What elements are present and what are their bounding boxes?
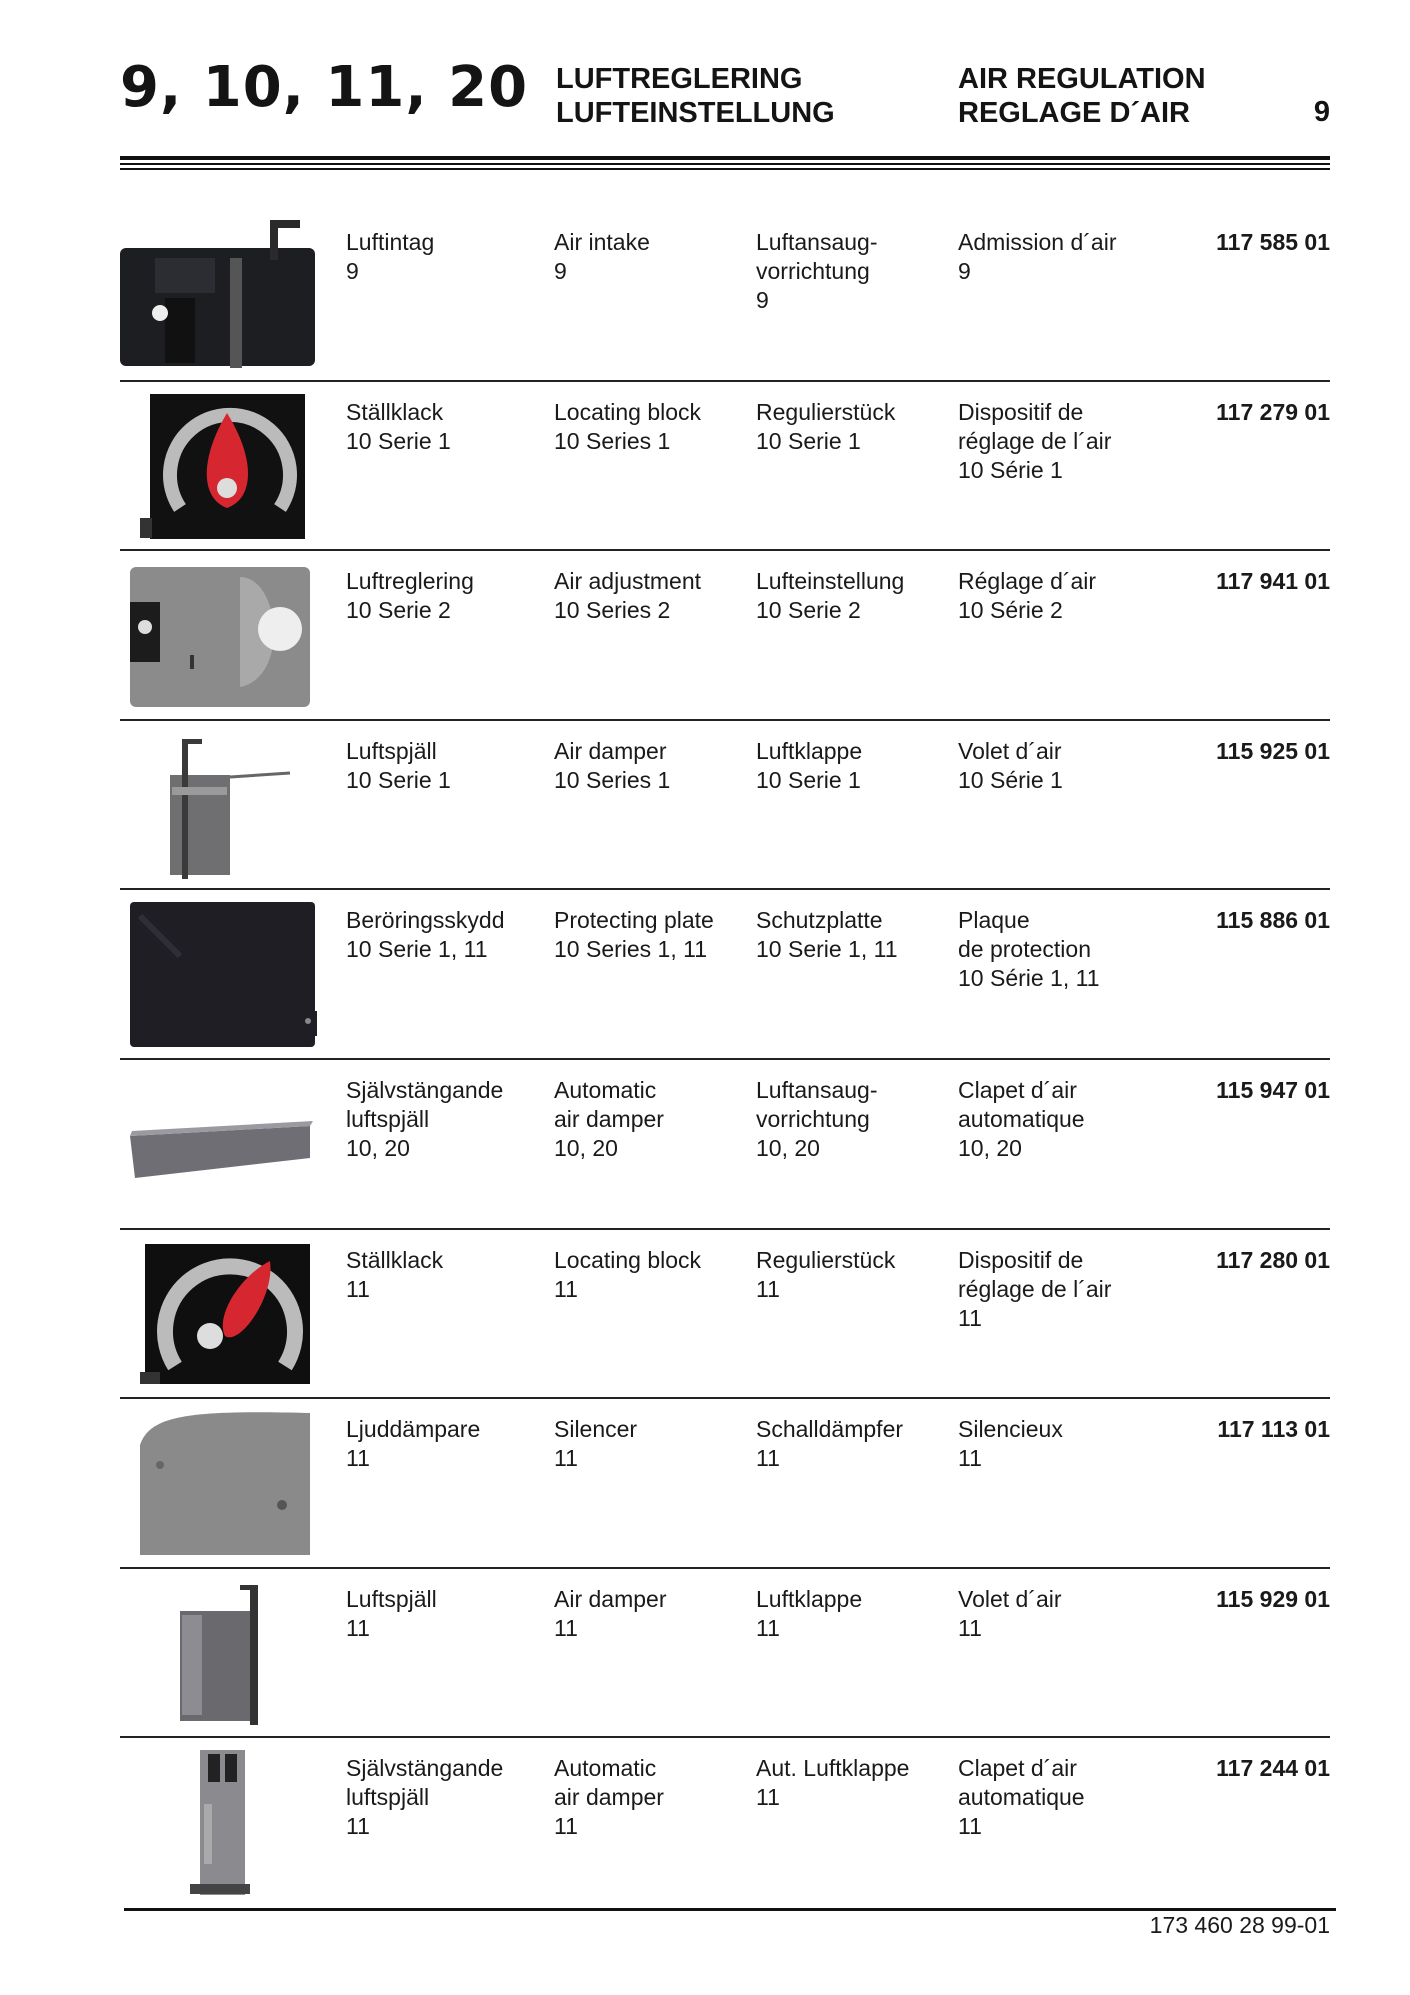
- english-name-line: 10 Series 1: [554, 766, 671, 793]
- row-divider: [120, 1058, 1330, 1060]
- english-name: [554, 906, 714, 964]
- swedish-name: [346, 398, 451, 456]
- german-name-line: Schalldämpfer: [756, 1416, 904, 1443]
- english-name: [554, 1754, 664, 1841]
- part-row: [120, 1397, 1330, 1565]
- locating-block-11-image: [120, 1236, 320, 1392]
- german-name: [756, 1754, 909, 1812]
- french-name-line: Clapet d´air: [958, 1077, 1077, 1103]
- german-name-line: Luftansaug-: [756, 1077, 878, 1103]
- french-name-line: 9: [958, 258, 971, 284]
- english-name-line: Air adjustment: [554, 568, 702, 595]
- part-row: [120, 888, 1330, 1056]
- header-en: AIR REGULATION: [958, 63, 1206, 95]
- row-divider: [120, 380, 1330, 382]
- english-name: [554, 737, 670, 795]
- french-name-line: Volet d´air: [958, 737, 1062, 764]
- french-name-line: Admission d´air: [958, 229, 1117, 255]
- german-name: [756, 1246, 895, 1304]
- swedish-name-line: Luftspjäll: [346, 737, 437, 764]
- english-name-line: Air damper: [554, 737, 667, 764]
- english-name-line: Automatic: [554, 1755, 657, 1782]
- english-name: [554, 1415, 637, 1473]
- english-name-line: 11: [554, 1445, 578, 1472]
- english-name-line: air damper: [554, 1106, 664, 1132]
- english-name-line: 10 Series 2: [554, 597, 671, 624]
- german-name-line: 10 Serie 1: [756, 766, 861, 793]
- swedish-name: [346, 1415, 480, 1473]
- part-number: 117 941 01: [1216, 568, 1330, 595]
- french-name-line: 10, 20: [958, 1135, 1022, 1161]
- french-name: [958, 228, 1117, 286]
- english-name-line: 11: [554, 1275, 578, 1302]
- german-name-line: Lufteinstellung: [756, 568, 905, 595]
- part-number: 115 886 01: [1216, 907, 1330, 934]
- french-name: [958, 567, 1096, 625]
- row-divider: [120, 1228, 1330, 1230]
- swedish-name-line: luftspjäll: [346, 1106, 430, 1132]
- footer-rule: [124, 1908, 1336, 1911]
- german-name-line: 9: [756, 287, 769, 313]
- part-row: [120, 380, 1330, 548]
- part-number: 115 925 01: [1216, 737, 1330, 764]
- part-row: [120, 549, 1330, 717]
- english-name-line: Air intake: [554, 229, 650, 255]
- swedish-name-line: 10 Serie 1, 11: [346, 936, 488, 963]
- header-rule: [120, 156, 1330, 173]
- swedish-name-line: 10 Serie 1: [346, 427, 451, 454]
- air-intake-image: [120, 218, 320, 374]
- english-name: [554, 1585, 666, 1643]
- english-name: [554, 1246, 701, 1304]
- row-divider: [120, 719, 1330, 721]
- part-number: 115 929 01: [1216, 1585, 1330, 1612]
- french-name-line: 11: [958, 1614, 982, 1641]
- french-name-line: 11: [958, 1304, 982, 1331]
- header-swedish-german: [556, 62, 835, 130]
- swedish-name-line: Ställklack: [346, 398, 444, 425]
- swedish-name-line: Självstängande: [346, 1077, 504, 1103]
- protecting-plate-image: [120, 896, 320, 1052]
- part-number: 117 585 01: [1216, 229, 1330, 255]
- english-name: [554, 567, 701, 625]
- automatic-air-damper-image: [120, 1066, 320, 1222]
- french-name-line: 10 Série 2: [958, 597, 1063, 624]
- part-row: [120, 1058, 1330, 1226]
- part-row: [120, 719, 1330, 887]
- french-name-line: réglage de l´air: [958, 427, 1112, 454]
- french-name-line: 10 Série 1: [958, 766, 1063, 793]
- german-name-line: Luftklappe: [756, 737, 863, 764]
- swedish-name: [346, 228, 434, 286]
- english-name-line: Silencer: [554, 1416, 638, 1443]
- swedish-name-line: Ställklack: [346, 1246, 444, 1273]
- swedish-name: [346, 906, 505, 964]
- german-name-line: vorrichtung: [756, 258, 870, 284]
- french-name: [958, 1585, 1062, 1643]
- french-name-line: de protection: [958, 936, 1091, 963]
- part-number: 117 279 01: [1216, 398, 1330, 425]
- header-de: LUFTEINSTELLUNG: [556, 97, 835, 129]
- english-name: [554, 1076, 664, 1163]
- french-name-line: Silencieux: [958, 1416, 1063, 1443]
- english-name: [554, 398, 701, 456]
- french-name: [958, 906, 1100, 993]
- french-name: [958, 1754, 1085, 1841]
- german-name-line: 10, 20: [756, 1135, 820, 1161]
- english-name-line: Locating block: [554, 1246, 702, 1273]
- german-name-line: 11: [756, 1614, 780, 1641]
- german-name-line: 11: [756, 1445, 780, 1472]
- german-name-line: Luftansaug-: [756, 229, 878, 255]
- part-number: 117 244 01: [1216, 1755, 1330, 1782]
- french-name: [958, 1076, 1085, 1163]
- french-name-line: Plaque: [958, 907, 1030, 934]
- header-sv: LUFTREGLERING: [556, 63, 803, 95]
- swedish-name: [346, 1754, 503, 1841]
- german-name: [756, 1076, 877, 1163]
- german-name-line: vorrichtung: [756, 1106, 870, 1132]
- english-name-line: 11: [554, 1813, 578, 1840]
- french-name-line: Dispositif de: [958, 398, 1084, 425]
- page-number: 9: [1313, 96, 1330, 128]
- air-adjustment-image: [120, 557, 320, 713]
- part-row: [120, 1736, 1330, 1904]
- swedish-name-line: Självstängande: [346, 1755, 504, 1782]
- silencer-image: [120, 1405, 320, 1561]
- french-name-line: 11: [958, 1813, 982, 1840]
- english-name-line: Protecting plate: [554, 907, 714, 934]
- german-name: [756, 1585, 862, 1643]
- german-name-line: Regulierstück: [756, 398, 896, 425]
- german-name: [756, 737, 862, 795]
- swedish-name-line: 11: [346, 1275, 370, 1302]
- german-name: [756, 1415, 903, 1473]
- english-name-line: Locating block: [554, 398, 702, 425]
- row-divider: [120, 1736, 1330, 1738]
- swedish-name-line: 10 Serie 2: [346, 597, 451, 624]
- swedish-name-line: luftspjäll: [346, 1784, 430, 1811]
- part-row: [120, 1567, 1330, 1735]
- french-name: [958, 737, 1063, 795]
- row-divider: [120, 1397, 1330, 1399]
- swedish-name-line: 11: [346, 1813, 370, 1840]
- german-name: [756, 228, 877, 315]
- english-name-line: air damper: [554, 1784, 664, 1811]
- automatic-air-damper-11-image: [120, 1744, 320, 1900]
- part-number: 115 947 01: [1216, 1077, 1330, 1103]
- french-name-line: réglage de l´air: [958, 1275, 1112, 1302]
- french-name: [958, 1415, 1063, 1473]
- document-code: 173 460 28 99-01: [1149, 1912, 1330, 1938]
- part-row: [120, 1228, 1330, 1396]
- french-name-line: Clapet d´air: [958, 1755, 1077, 1782]
- french-name-line: Réglage d´air: [958, 568, 1097, 595]
- english-name-line: 11: [554, 1614, 578, 1641]
- french-name-line: Volet d´air: [958, 1585, 1062, 1612]
- german-name: [756, 398, 895, 456]
- french-name-line: automatique: [958, 1106, 1085, 1132]
- english-name-line: 10, 20: [554, 1135, 618, 1161]
- french-name: [958, 398, 1111, 485]
- page-title-models: 9, 10, 11, 20: [120, 55, 529, 120]
- swedish-name-line: Luftreglering: [346, 568, 474, 595]
- english-name-line: 10 Series 1, 11: [554, 936, 708, 963]
- header-english-french: [958, 62, 1206, 130]
- french-name: [958, 1246, 1111, 1333]
- part-number: 117 113 01: [1217, 1416, 1330, 1443]
- english-name-line: Automatic: [554, 1077, 657, 1103]
- english-name: [554, 228, 650, 286]
- swedish-name-line: 11: [346, 1445, 370, 1472]
- air-damper-11-image: [120, 1575, 320, 1731]
- row-divider: [120, 549, 1330, 551]
- german-name-line: 10 Serie 2: [756, 597, 861, 624]
- row-divider: [120, 1567, 1330, 1569]
- swedish-name: [346, 567, 474, 625]
- swedish-name: [346, 737, 451, 795]
- german-name: [756, 906, 898, 964]
- air-damper-image: [120, 727, 320, 883]
- german-name-line: Schutzplatte: [756, 907, 883, 934]
- german-name: [756, 567, 904, 625]
- swedish-name-line: Luftspjäll: [346, 1585, 437, 1612]
- german-name-line: Aut. Luftklappe: [756, 1755, 910, 1782]
- german-name-line: Luftklappe: [756, 1585, 863, 1612]
- swedish-name-line: 11: [346, 1614, 370, 1641]
- french-name-line: 10 Série 1: [958, 456, 1063, 483]
- german-name-line: 10 Serie 1, 11: [756, 936, 898, 963]
- header-fr: REGLAGE D´AIR: [958, 97, 1190, 129]
- german-name-line: 11: [756, 1784, 780, 1811]
- english-name-line: Air damper: [554, 1585, 667, 1612]
- french-name-line: automatique: [958, 1784, 1085, 1811]
- swedish-name: [346, 1246, 443, 1304]
- part-number: 117 280 01: [1216, 1246, 1330, 1273]
- swedish-name-line: Ljuddämpare: [346, 1416, 481, 1443]
- german-name-line: 10 Serie 1: [756, 427, 861, 454]
- swedish-name-line: Beröringsskydd: [346, 907, 505, 934]
- german-name-line: Regulierstück: [756, 1246, 896, 1273]
- french-name-line: Dispositif de: [958, 1246, 1084, 1273]
- part-row: [120, 210, 1330, 378]
- french-name-line: 10 Série 1, 11: [958, 965, 1100, 992]
- swedish-name: [346, 1585, 437, 1643]
- row-divider: [120, 888, 1330, 890]
- swedish-name-line: 10, 20: [346, 1135, 410, 1161]
- swedish-name: [346, 1076, 503, 1163]
- swedish-name-line: Luftintag: [346, 229, 435, 255]
- swedish-name-line: 10 Serie 1: [346, 766, 451, 793]
- english-name-line: 10 Series 1: [554, 427, 671, 454]
- english-name-line: 9: [554, 258, 567, 284]
- locating-block-image: [120, 388, 320, 544]
- german-name-line: 11: [756, 1275, 780, 1302]
- swedish-name-line: 9: [346, 258, 359, 284]
- french-name-line: 11: [958, 1445, 982, 1472]
